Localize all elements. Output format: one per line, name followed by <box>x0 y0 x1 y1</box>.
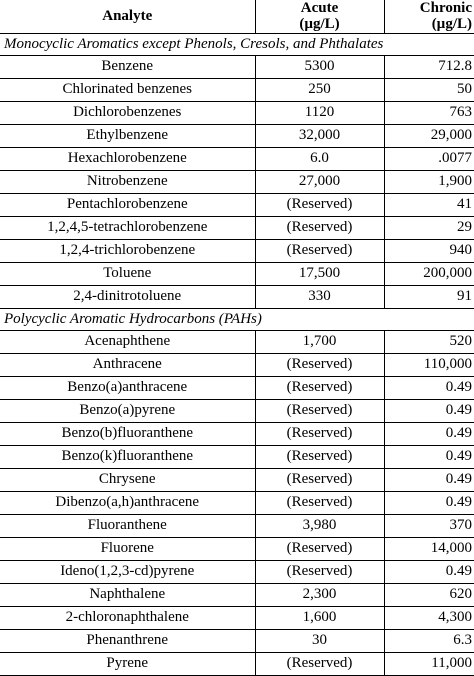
table-row <box>0 55 474 78</box>
analyte-cell: 1,2,4-trichlorobenzene <box>0 239 255 262</box>
chronic-value-cell: 1,900 <box>384 170 474 193</box>
table-row <box>0 560 474 583</box>
chronic-value-cell: 11,000 <box>384 652 474 675</box>
analyte-cell: Benzene <box>0 55 255 78</box>
table-row <box>0 583 474 606</box>
acute-value-cell: (Reserved) <box>255 445 384 468</box>
table-row <box>0 537 474 560</box>
analyte-cell: Ethylbenzene <box>0 124 255 147</box>
analyte-cell: Benzo(a)pyrene <box>0 399 255 422</box>
analyte-cell: Hexachlorobenzene <box>0 147 255 170</box>
table-row <box>0 216 474 239</box>
chronic-value-cell: .0077 <box>384 147 474 170</box>
acute-value-cell: (Reserved) <box>255 353 384 376</box>
acute-value-cell: (Reserved) <box>255 422 384 445</box>
analyte-cell: Anthracene <box>0 353 255 376</box>
table-body <box>0 33 474 675</box>
table-row <box>0 330 474 353</box>
chronic-value-cell: 520 <box>384 330 474 353</box>
acute-header-unit: (µg/L) <box>299 16 340 33</box>
analyte-cell: Toluene <box>0 262 255 285</box>
analyte-cell: Benzo(b)fluoranthene <box>0 422 255 445</box>
analyte-cell: Ideno(1,2,3-cd)pyrene <box>0 560 255 583</box>
analyte-cell: Nitrobenzene <box>0 170 255 193</box>
analyte-cell: Benzo(k)fluoranthene <box>0 445 255 468</box>
acute-value-cell: (Reserved) <box>255 193 384 216</box>
chronic-value-cell: 0.49 <box>384 399 474 422</box>
table-row <box>0 629 474 652</box>
acute-value-cell: 1,700 <box>255 330 384 353</box>
chronic-value-cell: 763 <box>384 101 474 124</box>
table-row <box>0 353 474 376</box>
acute-value-cell: (Reserved) <box>255 468 384 491</box>
table-row <box>0 491 474 514</box>
analyte-cell: Dibenzo(a,h)anthracene <box>0 491 255 514</box>
table-row <box>0 78 474 101</box>
acute-value-cell: 330 <box>255 285 384 308</box>
acute-value-cell: 2,300 <box>255 583 384 606</box>
acute-value-cell: (Reserved) <box>255 560 384 583</box>
chronic-value-cell: 29,000 <box>384 124 474 147</box>
acute-value-cell: (Reserved) <box>255 491 384 514</box>
acute-value-cell: (Reserved) <box>255 399 384 422</box>
chronic-header-title: Chronic <box>419 0 472 17</box>
analyte-cell: Pentachlorobenzene <box>0 193 255 216</box>
chronic-value-cell: 712.8 <box>384 55 474 78</box>
acute-value-cell: (Reserved) <box>255 376 384 399</box>
header-row <box>0 0 474 33</box>
acute-header-title: Acute <box>300 0 339 17</box>
table-row <box>0 170 474 193</box>
chronic-value-cell: 940 <box>384 239 474 262</box>
acute-value-cell: 30 <box>255 629 384 652</box>
chronic-value-cell: 41 <box>384 193 474 216</box>
analyte-cell: 1,2,4,5-tetrachlorobenzene <box>0 216 255 239</box>
table-row <box>0 468 474 491</box>
table-row <box>0 193 474 216</box>
table-row <box>0 422 474 445</box>
acute-value-cell: (Reserved) <box>255 216 384 239</box>
table-row <box>0 445 474 468</box>
chronic-column-header <box>384 0 474 33</box>
analyte-cell: Benzo(a)anthracene <box>0 376 255 399</box>
acute-value-cell: 1120 <box>255 101 384 124</box>
chronic-value-cell: 0.49 <box>384 445 474 468</box>
section-header-row <box>0 33 474 55</box>
analyte-cell: Phenanthrene <box>0 629 255 652</box>
chronic-value-cell: 110,000 <box>384 353 474 376</box>
chronic-value-cell: 0.49 <box>384 491 474 514</box>
chronic-value-cell: 4,300 <box>384 606 474 629</box>
acute-value-cell: 3,980 <box>255 514 384 537</box>
acute-value-cell: (Reserved) <box>255 537 384 560</box>
chronic-value-cell: 50 <box>384 78 474 101</box>
analyte-cell: Dichlorobenzenes <box>0 101 255 124</box>
section-title: Monocyclic Aromatics except Phenols, Cresols, and Phthalates <box>0 33 474 55</box>
acute-value-cell: 250 <box>255 78 384 101</box>
chronic-value-cell: 14,000 <box>384 537 474 560</box>
section-title: Polycyclic Aromatic Hydrocarbons (PAHs) <box>0 308 474 330</box>
table-header <box>0 0 474 33</box>
analyte-cell: Fluorene <box>0 537 255 560</box>
chronic-value-cell: 0.49 <box>384 376 474 399</box>
chronic-value-cell: 370 <box>384 514 474 537</box>
table-row <box>0 285 474 308</box>
table-row <box>0 652 474 675</box>
table-row <box>0 124 474 147</box>
chronic-value-cell: 91 <box>384 285 474 308</box>
analyte-cell: Chlorinated benzenes <box>0 78 255 101</box>
analyte-cell: Pyrene <box>0 652 255 675</box>
chronic-value-cell: 0.49 <box>384 468 474 491</box>
chronic-header-unit: (µg/L) <box>431 16 472 33</box>
acute-value-cell: (Reserved) <box>255 652 384 675</box>
chronic-value-cell: 6.3 <box>384 629 474 652</box>
table-row <box>0 101 474 124</box>
chronic-value-cell: 0.49 <box>384 422 474 445</box>
acute-value-cell: 5300 <box>255 55 384 78</box>
chronic-value-cell: 200,000 <box>384 262 474 285</box>
acute-column-header <box>255 0 384 33</box>
analyte-cell: Naphthalene <box>0 583 255 606</box>
analyte-cell: 2,4-dinitrotoluene <box>0 285 255 308</box>
acute-value-cell: 27,000 <box>255 170 384 193</box>
acute-value-cell: 17,500 <box>255 262 384 285</box>
analyte-cell: Chrysene <box>0 468 255 491</box>
acute-value-cell: 32,000 <box>255 124 384 147</box>
table-row <box>0 514 474 537</box>
analyte-column-header: Analyte <box>0 0 255 33</box>
table-row <box>0 376 474 399</box>
analyte-cell: Fluoranthene <box>0 514 255 537</box>
acute-value-cell: 6.0 <box>255 147 384 170</box>
acute-value-cell: 1,600 <box>255 606 384 629</box>
chronic-value-cell: 620 <box>384 583 474 606</box>
table-row <box>0 239 474 262</box>
table-row <box>0 399 474 422</box>
analyte-cell: 2-chloronaphthalene <box>0 606 255 629</box>
analyte-cell: Acenaphthene <box>0 330 255 353</box>
acute-value-cell: (Reserved) <box>255 239 384 262</box>
chronic-value-cell: 0.49 <box>384 560 474 583</box>
table-row <box>0 147 474 170</box>
table-row <box>0 262 474 285</box>
section-header-row <box>0 308 474 330</box>
table-row <box>0 606 474 629</box>
chronic-value-cell: 29 <box>384 216 474 239</box>
